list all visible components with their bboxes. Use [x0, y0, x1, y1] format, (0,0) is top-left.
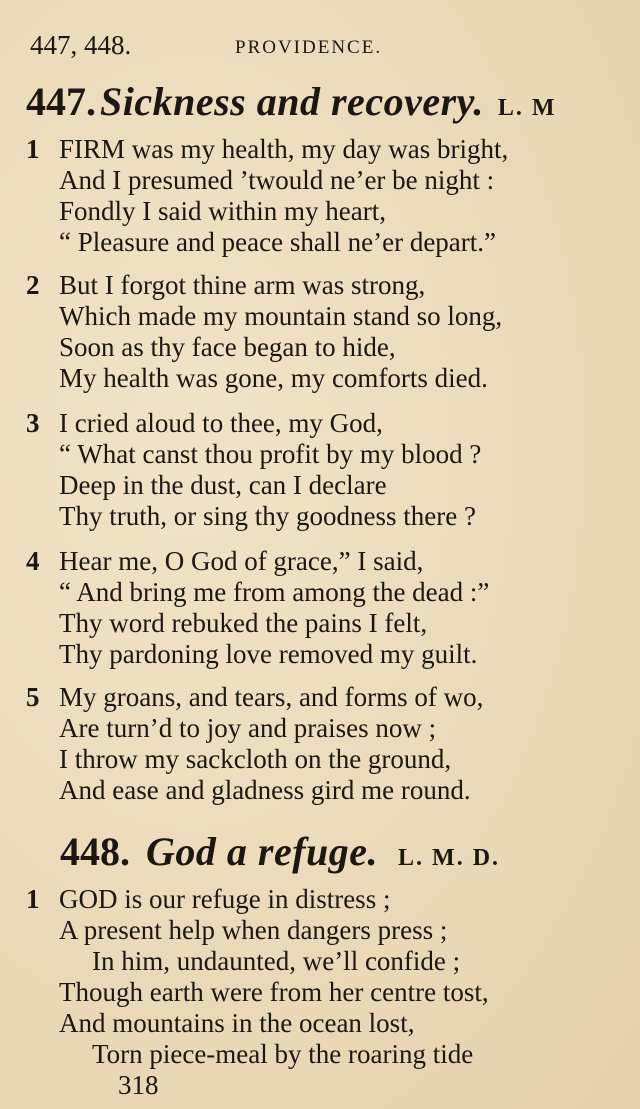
hymn-448-heading: [60, 828, 500, 875]
stanza-number: 1: [26, 134, 40, 164]
running-head-page-numbers: 447, 448.: [30, 30, 132, 60]
hymn-447-heading: [26, 78, 557, 125]
verse-line: Are turn’d to joy and praises now ;: [59, 713, 437, 743]
hymn-448-meter: L. M. D.: [398, 845, 501, 871]
hymn-447-meter: L. M: [497, 95, 557, 121]
verse-line: Deep in the dust, can I declare: [59, 470, 387, 500]
verse-line: And mountains in the ocean lost,: [59, 1008, 415, 1038]
hymn-448-stanza-1: [26, 884, 620, 1070]
stanza-number: 1: [26, 884, 40, 914]
verse-line: “ And bring me from among the dead :”: [59, 577, 490, 607]
hymn-448-number: 448.: [60, 829, 130, 874]
verse-line: Which made my mountain stand so long,: [59, 301, 503, 331]
verse-line: Thy truth, or sing thy goodness there ?: [59, 501, 476, 531]
verse-line: “ Pleasure and peace shall ne’er depart.”: [59, 227, 497, 257]
page-folio: 318: [118, 1070, 159, 1100]
hymn-447-stanza-3: [26, 408, 620, 532]
verse-line: My groans, and tears, and forms of wo,: [59, 682, 484, 712]
verse-line: Hear me, O God of grace,” I said,: [59, 546, 424, 576]
hymn-448-title: God a refuge.: [146, 829, 379, 874]
verse-line: Though earth were from her centre tost,: [59, 977, 489, 1007]
stanza-number: 4: [26, 546, 40, 576]
verse-line: A present help when dangers press ;: [59, 915, 448, 945]
stanza-number: 3: [26, 408, 40, 438]
verse-line: But I forgot thine arm was strong,: [59, 270, 426, 300]
verse-line: And ease and gladness gird me round.: [59, 775, 471, 805]
stanza-number: 5: [26, 682, 40, 712]
hymn-447-stanza-4: [26, 546, 620, 670]
verse-line: In him, undaunted, we’ll confide ;: [92, 946, 461, 976]
verse-line: I throw my sackcloth on the ground,: [59, 744, 452, 774]
hymn-447-stanza-5: [26, 682, 620, 806]
verse-line: I cried aloud to thee, my God,: [59, 408, 383, 438]
verse-line: My health was gone, my comforts died.: [59, 363, 488, 393]
hymn-447-stanza-2: [26, 270, 620, 394]
hymn-447-title: Sickness and recovery.: [100, 79, 484, 124]
verse-line: Torn piece-meal by the roaring tide: [92, 1039, 474, 1069]
verse-line: FIRM was my health, my day was bright,: [59, 134, 509, 164]
stanza-number: 2: [26, 270, 40, 300]
hymn-447-stanza-1: [26, 134, 620, 258]
verse-line: And I presumed ’twould ne’er be night :: [59, 165, 495, 195]
verse-line: Thy pardoning love removed my guilt.: [59, 639, 478, 669]
running-head: [30, 30, 610, 62]
verse-line: Soon as thy face began to hide,: [59, 332, 396, 362]
verse-line: “ What canst thou profit by my blood ?: [59, 439, 482, 469]
verse-line: Fondly I said within my heart,: [59, 196, 386, 226]
hymn-447-number: 447.: [26, 79, 96, 124]
verse-line: Thy word rebuked the pains I felt,: [59, 608, 428, 638]
running-head-section: PROVIDENCE.: [235, 37, 383, 58]
verse-line: GOD is our refuge in distress ;: [59, 884, 391, 914]
